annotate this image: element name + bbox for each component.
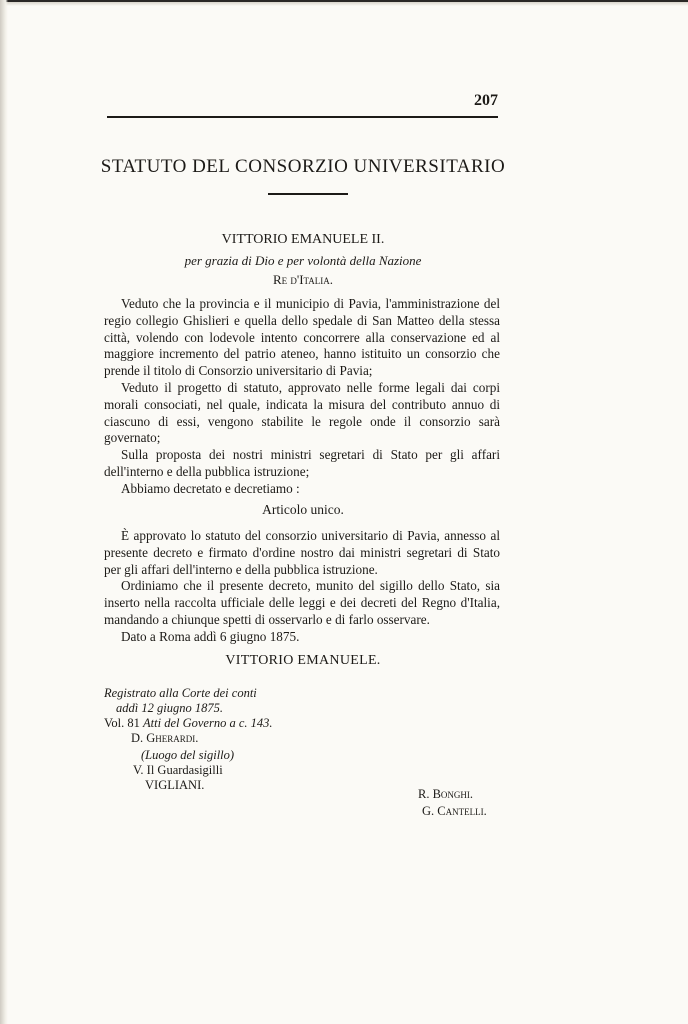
registration-signer: D. Gherardi. <box>131 731 199 745</box>
seal-block <box>117 748 317 793</box>
seal-keeper-name: VIGLIANI. <box>145 778 205 792</box>
registration-note <box>104 686 324 746</box>
registration-date: addì 12 giugno 1875. <box>116 701 223 715</box>
seal-keeper: V. Il Guardasigilli <box>133 763 223 777</box>
page-top-edge <box>0 0 688 6</box>
minister-signature: G. Cantelli. <box>422 804 487 818</box>
article-heading: Articolo unico. <box>262 502 344 517</box>
registration-line: Registrato alla Corte dei conti <box>104 686 257 700</box>
preamble-paragraph: Abbiamo decretato e decretiamo : <box>121 480 300 496</box>
king-name: VITTORIO EMANUELE II. <box>221 232 385 247</box>
volume-reference: Atti del Governo a c. 143. <box>143 716 273 730</box>
king-title: Re d'Italia. <box>272 272 334 287</box>
minister-signature: R. Bonghi. <box>418 787 474 801</box>
page-binding-edge <box>0 0 8 1024</box>
preamble-paragraph: Veduto il progetto di statuto, approvato nelle forme legali dai corpi morali consociati, nel quale, indicata la misura del contributo annuo di ciascuno di essi, vengono stabilite le regole onde il consorzio sarà governato; <box>104 379 500 446</box>
header-rule <box>107 116 498 118</box>
king-signature: VITTORIO EMANUELE. <box>225 653 381 668</box>
preamble-paragraph: Sulla proposta dei nostri ministri segretari di Stato per gli affari dell'interno e della pubblica istruzione; <box>104 447 500 479</box>
page-number: 207 <box>474 92 498 109</box>
seal-place: (Luogo del sigillo) <box>141 748 235 762</box>
article-body <box>104 528 500 646</box>
grace-formula: per grazia di Dio e per volontà della Nazione <box>184 253 422 268</box>
preamble-paragraph: Veduto che la provincia e il municipio di Pavia, l'amministrazione del regio collegio Ghislieri e quella dello spedale di San Matteo della stessa città, volendo con lodevole intento concorrere alla conservazione ed al maggiore incremento del patrio ateneo, hanno istituito un consorzio che prende il titolo di Consorzio universitario di Pavia; <box>104 296 500 379</box>
article-paragraph: È approvato lo statuto del consorzio universitario di Pavia, annesso al presente decreto e firmato d'ordine nostro dai ministri segretari di Stato per gli affari dell'interno e della pubblica istruzione. <box>104 528 500 577</box>
registration-volume <box>104 716 324 731</box>
document-title: STATUTO DEL CONSORZIO UNIVERSITARIO <box>100 156 506 177</box>
article-paragraph: Dato a Roma addì 6 giugno 1875. <box>121 628 300 644</box>
article-paragraph: Ordiniamo che il presente decreto, munito del sigillo dello Stato, sia inserto nella raccolta ufficiale delle leggi e dei decreti del Regno d'Italia, mandando a chiunque spetti di osservarlo e di farlo osservare. <box>104 578 500 627</box>
ministers-signatures <box>418 786 528 820</box>
title-rule <box>268 193 348 195</box>
volume-number: Vol. 81 <box>104 716 140 730</box>
decree-preamble <box>104 296 500 498</box>
